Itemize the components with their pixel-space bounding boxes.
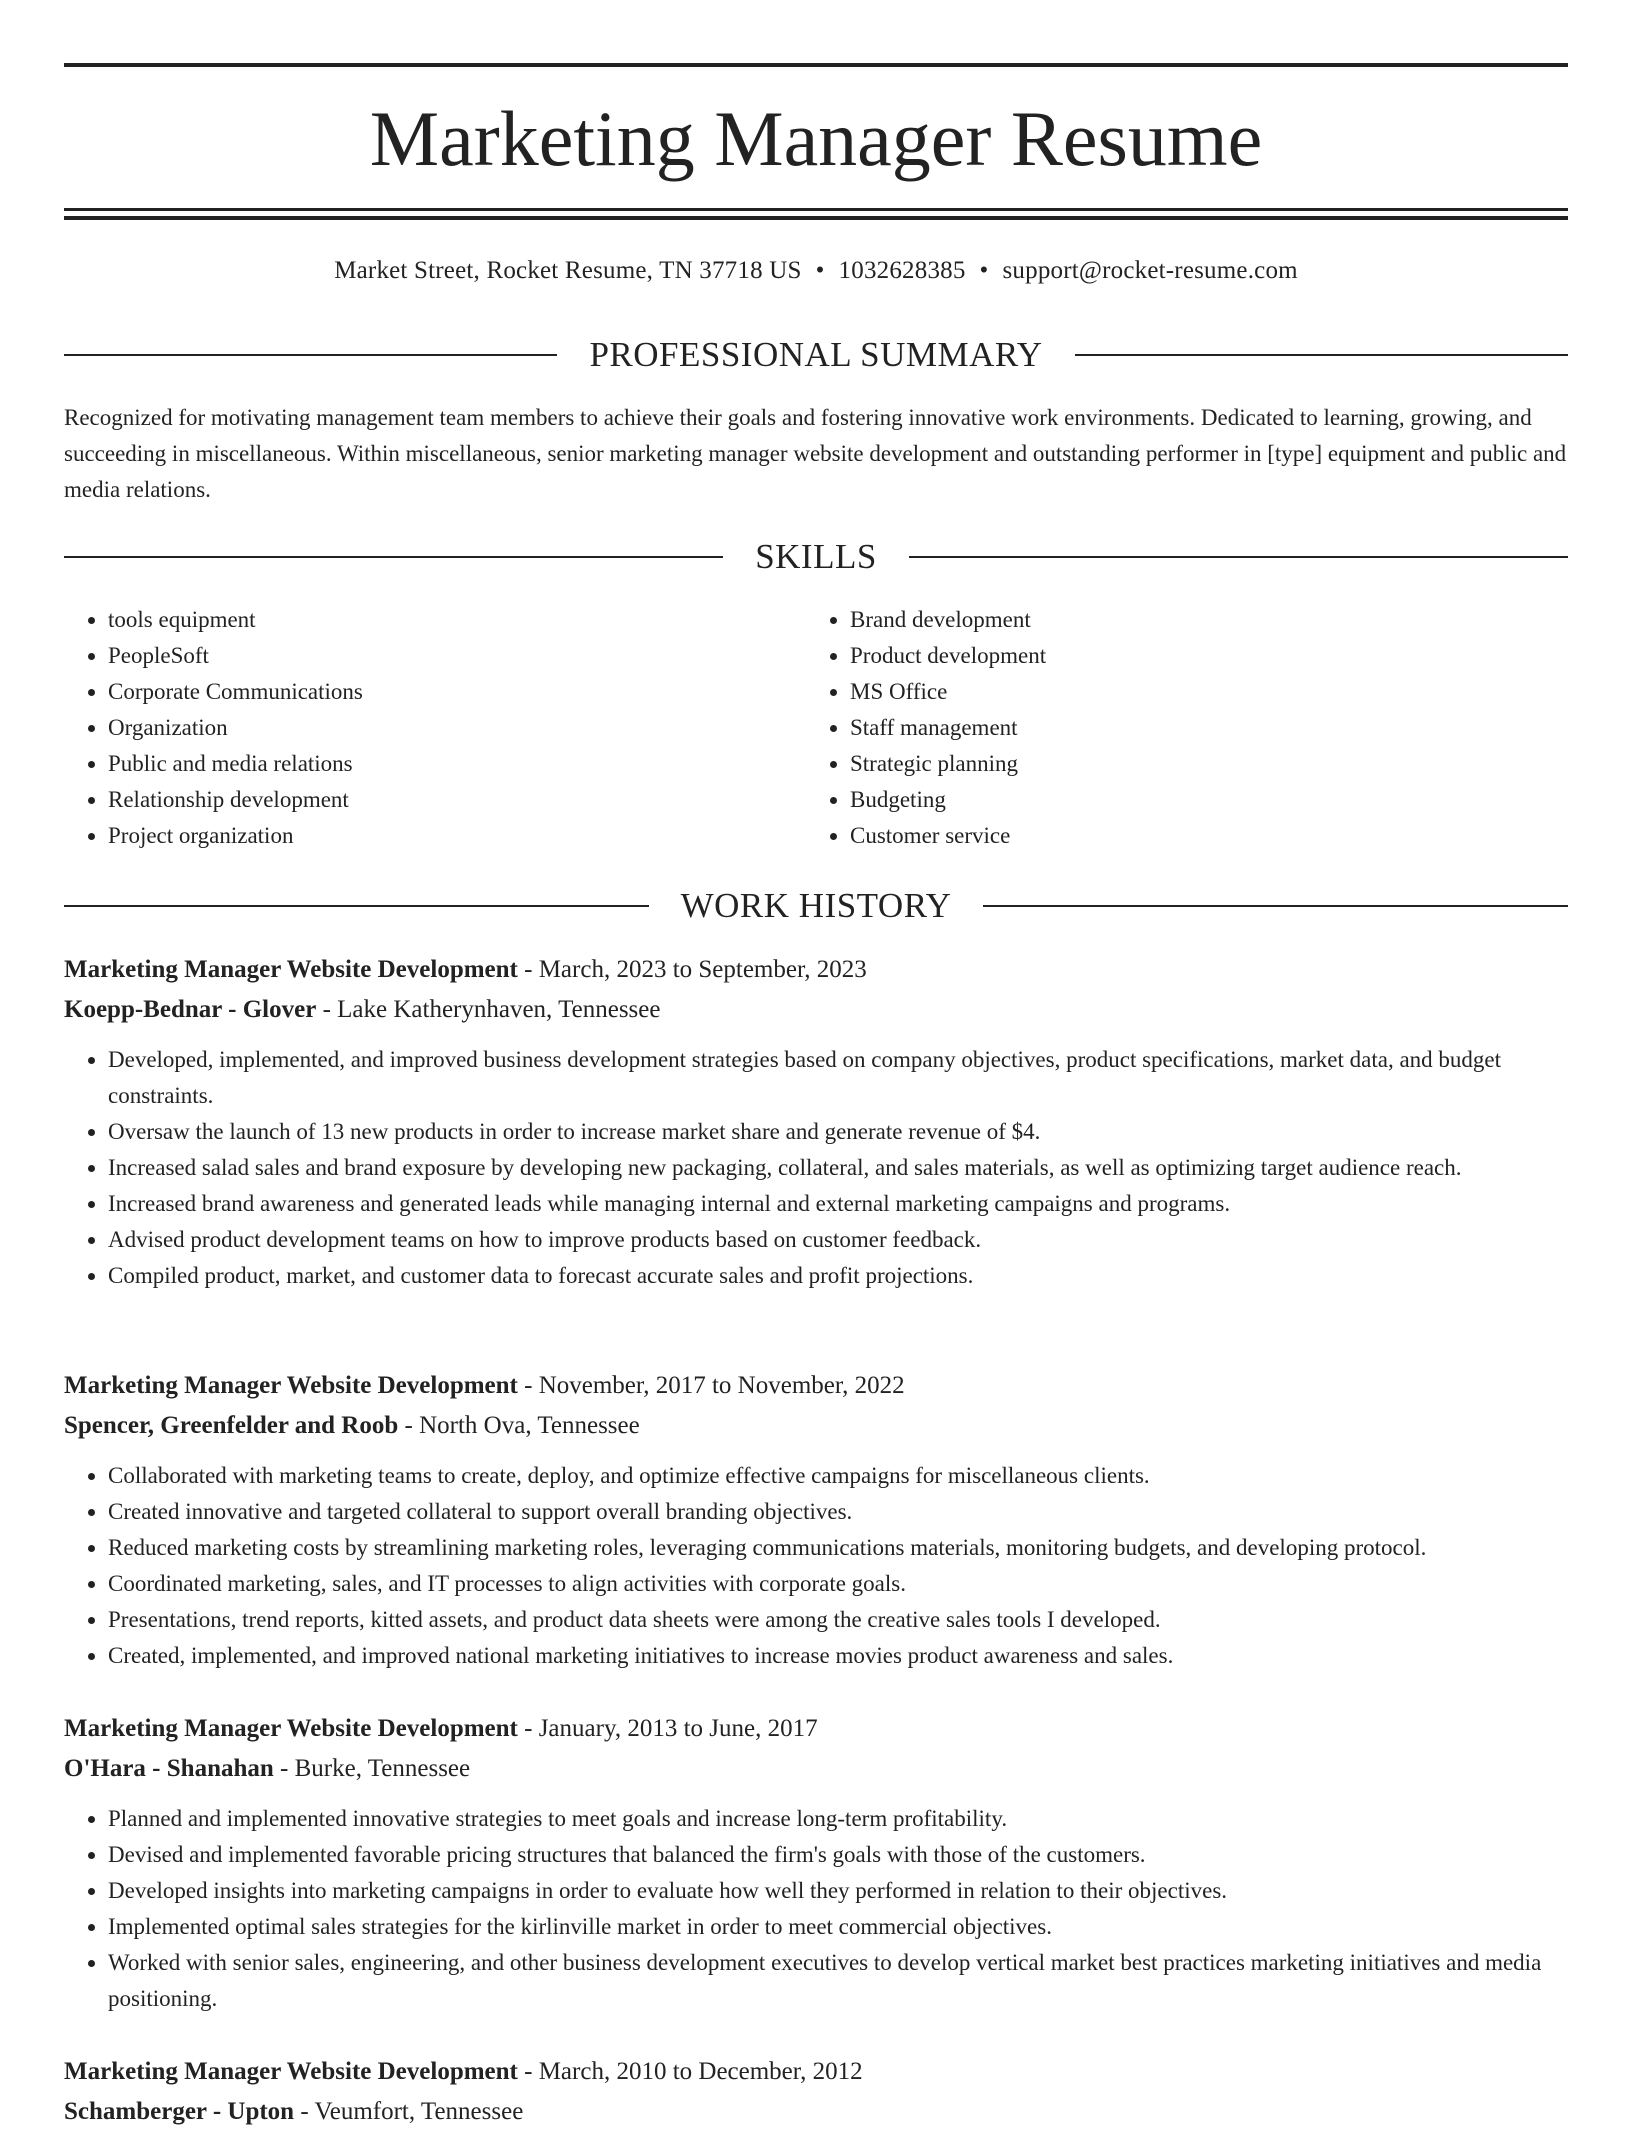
job-company-line xyxy=(64,990,1568,1030)
skill-item: • Staff management xyxy=(850,710,1548,746)
job-dates: - January, 2013 to June, 2017 xyxy=(517,1715,818,1742)
contact-line xyxy=(64,256,1568,286)
job-dates: - March, 2023 to September, 2023 xyxy=(517,956,867,983)
skills-heading xyxy=(64,537,1568,577)
job-title-line xyxy=(64,2052,1568,2092)
summary-text: Recognized for motivating management team members to achieve their goals and fostering innovative work environments. Dedicated to learning, growing, and succeeding in miscellaneous. Within miscellaneous, senior marketing manager website development and outstanding performer in [type] equipment and public and media relations. xyxy=(64,405,1567,502)
work-history-heading xyxy=(64,886,1568,926)
job-company-line xyxy=(64,2092,1568,2132)
job-company: Koepp-Bednar - Glover xyxy=(64,996,317,1023)
job-location: - North Ova, Tennessee xyxy=(398,1412,640,1439)
header-bottom-rule-1 xyxy=(64,208,1568,211)
job-company: O'Hara - Shanahan xyxy=(64,1755,274,1782)
contact-separator: • xyxy=(979,257,989,284)
skills-heading-label: SKILLS xyxy=(755,537,877,576)
skills-list xyxy=(64,602,1568,854)
skill-item: • MS Office xyxy=(850,674,1548,710)
job-title: Marketing Manager Website Development xyxy=(64,2058,518,2085)
job-bullet: • Presentations, trend reports, kitted assets, and product data sheets were among the creative sales tools I developed. xyxy=(108,1602,1568,1638)
job-title: Marketing Manager Website Development xyxy=(64,956,518,983)
heading-rule-right xyxy=(909,556,1568,558)
summary-heading-label: PROFESSIONAL SUMMARY xyxy=(589,335,1043,374)
header-bottom-rule-2 xyxy=(64,216,1568,220)
job-bullets xyxy=(64,1042,1568,1294)
header-top-rule xyxy=(64,63,1568,67)
job-bullet: • Coordinated marketing, sales, and IT processes to align activities with corporate goals. xyxy=(108,1566,1568,1602)
job-bullet: • Oversaw the launch of 13 new products in order to increase market share and generate revenue of $4. xyxy=(108,1114,1568,1150)
job-bullet: • Created innovative and targeted collateral to support overall branding objectives. xyxy=(108,1494,1568,1530)
skill-item: • Strategic planning xyxy=(850,746,1548,782)
job-entry xyxy=(64,950,1568,1294)
job-bullet: • Collaborated with marketing teams to create, deploy, and optimize effective campaigns for miscellaneous clients. xyxy=(108,1458,1568,1494)
job-bullet: • Increased brand awareness and generated leads while managing internal and external marketing campaigns and programs. xyxy=(108,1186,1568,1222)
job-title-line xyxy=(64,1366,1568,1406)
job-bullet: • Reduced marketing costs by streamlining marketing roles, leveraging communications materials, monitoring budgets, and developing protocol. xyxy=(108,1530,1568,1566)
job-company-line xyxy=(64,1406,1568,1446)
summary-heading xyxy=(64,335,1568,375)
job-bullet: • Planned and implemented innovative strategies to meet goals and increase long-term profitability. xyxy=(108,1801,1568,1837)
skill-item: • Product development xyxy=(850,638,1548,674)
job-bullet: • Created, implemented, and improved national marketing initiatives to increase movies product awareness and sales. xyxy=(108,1638,1568,1674)
job-bullet: • Advised product development teams on how to improve products based on customer feedback. xyxy=(108,1222,1568,1258)
job-bullets xyxy=(64,1801,1568,2017)
job-location: - Burke, Tennessee xyxy=(273,1755,471,1782)
work-history-heading-label: WORK HISTORY xyxy=(680,886,952,925)
heading-rule-right xyxy=(983,905,1568,907)
contact-address: Market Street, Rocket Resume, TN 37718 US xyxy=(334,257,802,284)
job-dates: - March, 2010 to December, 2012 xyxy=(517,2058,863,2085)
job-bullets xyxy=(64,1458,1568,1674)
job-company: Schamberger - Upton xyxy=(64,2098,295,2125)
heading-rule-right xyxy=(1075,354,1568,356)
skill-item: • Customer service xyxy=(850,818,1548,854)
skill-item: • Public and media relations xyxy=(108,746,806,782)
contact-separator: • xyxy=(815,257,825,284)
page-title: Marketing Manager Resume xyxy=(369,95,1263,182)
skill-item: • tools equipment xyxy=(108,602,806,638)
job-company: Spencer, Greenfelder and Roob xyxy=(64,1412,399,1439)
job-entry xyxy=(64,1709,1568,2017)
contact-phone: 1032628385 xyxy=(838,257,966,284)
job-title-line xyxy=(64,1709,1568,1749)
skill-item: • Relationship development xyxy=(108,782,806,818)
job-bullet: • Implemented optimal sales strategies for the kirlinville market in order to meet commercial objectives. xyxy=(108,1909,1568,1945)
skill-item: • Budgeting xyxy=(850,782,1548,818)
skill-item: • Organization xyxy=(108,710,806,746)
job-bullet: • Developed insights into marketing campaigns in order to evaluate how well they performed in relation to their objectives. xyxy=(108,1873,1568,1909)
skill-item: • PeopleSoft xyxy=(108,638,806,674)
skill-item: • Brand development xyxy=(850,602,1548,638)
heading-rule-left xyxy=(64,354,557,356)
heading-rule-left xyxy=(64,556,723,558)
skills-column-left xyxy=(64,602,806,854)
job-bullet: • Developed, implemented, and improved business development strategies based on company objectives, product specifications, market data, and budget constraints. xyxy=(108,1042,1568,1114)
job-bullet: • Compiled product, market, and customer data to forecast accurate sales and profit projections. xyxy=(108,1258,1568,1294)
job-location: - Veumfort, Tennessee xyxy=(294,2098,524,2125)
job-dates: - November, 2017 to November, 2022 xyxy=(517,1372,905,1399)
job-entry xyxy=(64,2052,1568,2132)
job-location: - Lake Katherynhaven, Tennessee xyxy=(316,996,661,1023)
job-bullet: • Increased salad sales and brand exposure by developing new packaging, collateral, and sales materials, as well as optimizing target audience reach. xyxy=(108,1150,1568,1186)
job-bullet: • Devised and implemented favorable pricing structures that balanced the firm's goals with those of the customers. xyxy=(108,1837,1568,1873)
contact-email: support@rocket-resume.com xyxy=(1002,257,1298,284)
job-bullet: • Worked with senior sales, engineering, and other business development executives to develop vertical market best practices marketing initiatives and media positioning. xyxy=(108,1945,1568,2017)
job-company-line xyxy=(64,1749,1568,1789)
heading-rule-left xyxy=(64,905,649,907)
skill-item: • Project organization xyxy=(108,818,806,854)
skills-column-right xyxy=(806,602,1548,854)
job-title: Marketing Manager Website Development xyxy=(64,1372,518,1399)
skill-item: • Corporate Communications xyxy=(108,674,806,710)
job-title: Marketing Manager Website Development xyxy=(64,1715,518,1742)
job-entry xyxy=(64,1366,1568,1674)
job-title-line xyxy=(64,950,1568,990)
